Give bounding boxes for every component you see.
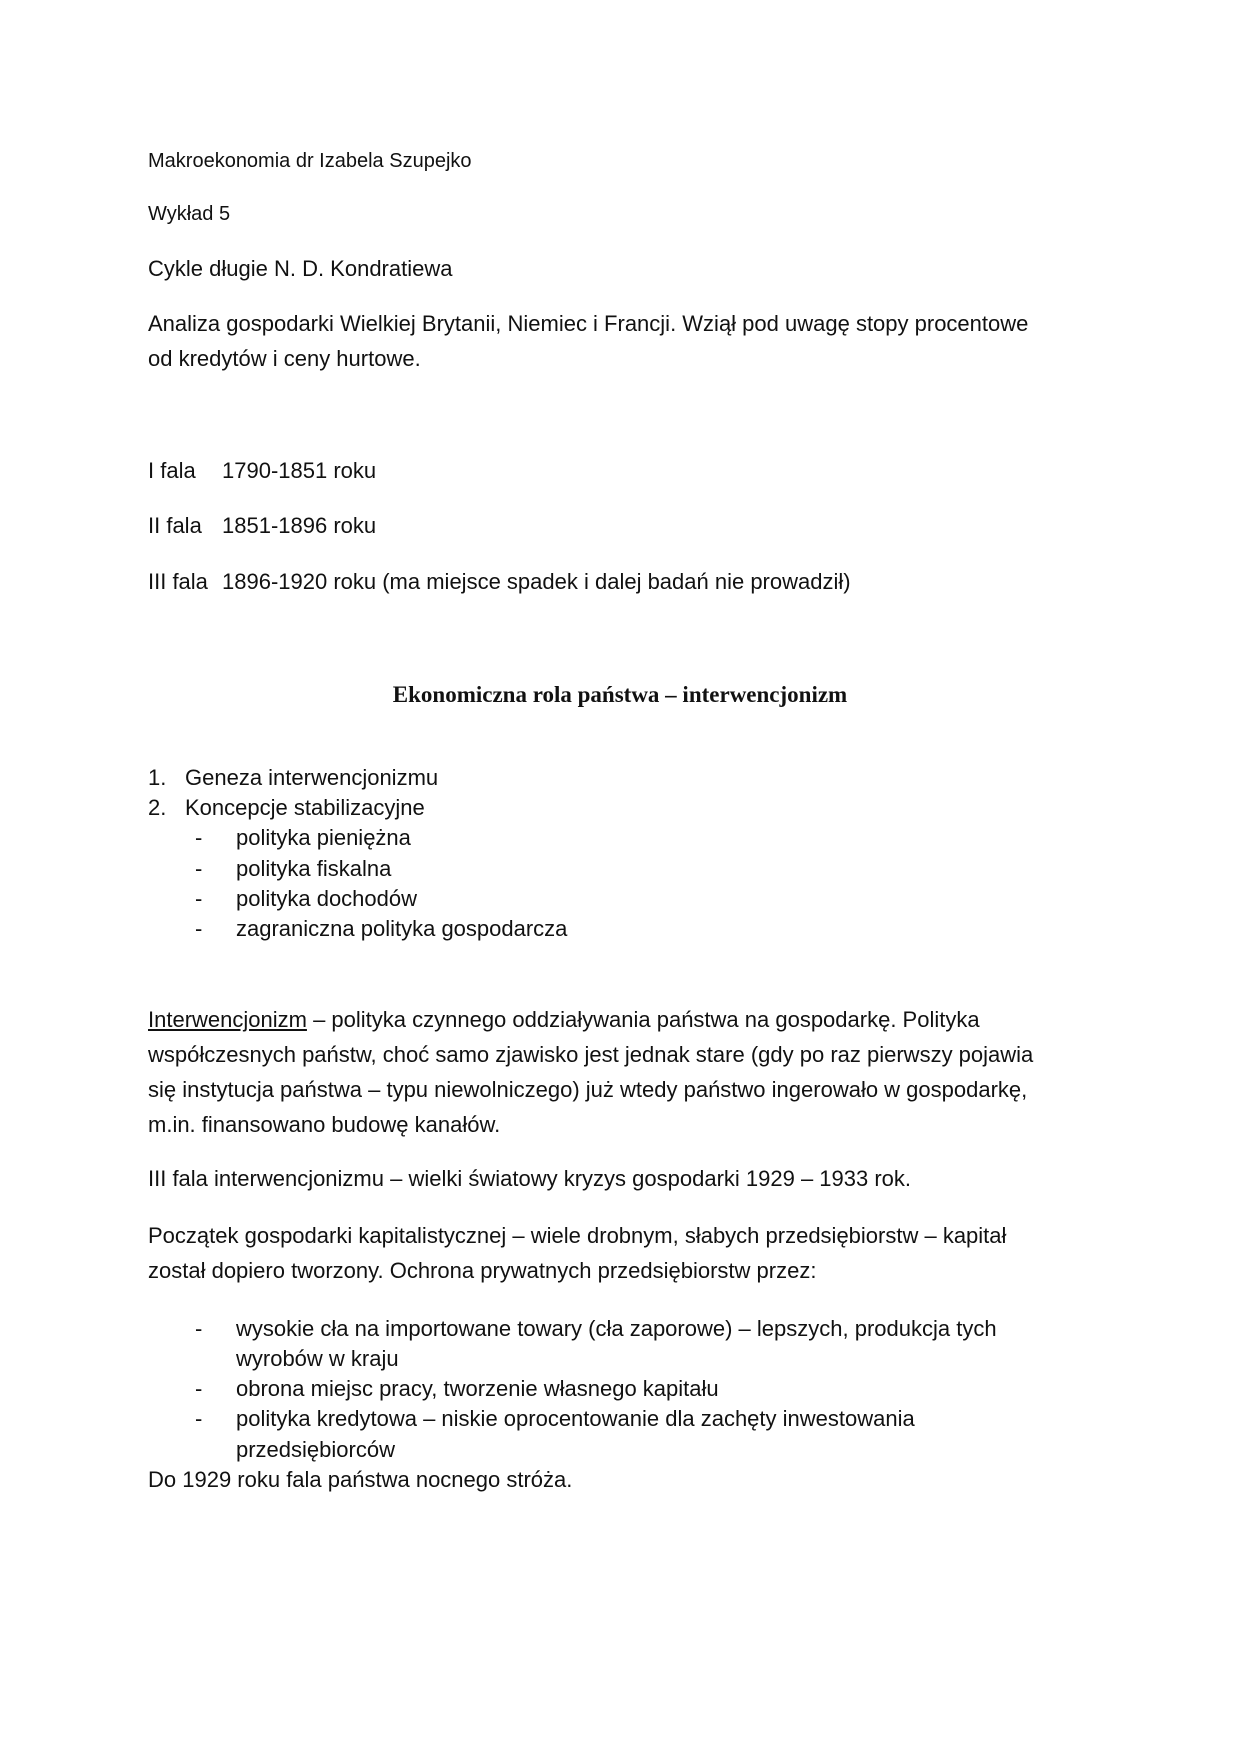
protection-item-2: obrona miejsc pracy, tworzenie własnego kapitału bbox=[236, 1376, 719, 1401]
analysis-line-1: Analiza gospodarki Wielkiej Brytanii, Niemiec i Francji. Wziął pod uwagę stopy procentowe bbox=[148, 311, 1029, 336]
concept-item: zagraniczna polityka gospodarcza bbox=[236, 916, 568, 941]
numbered-item-2 bbox=[148, 797, 425, 819]
item-number: 2. bbox=[148, 795, 167, 820]
closing-line: Do 1929 roku fala państwa nocnego stróża. bbox=[148, 1467, 573, 1492]
bullet-dash: - bbox=[195, 886, 203, 911]
third-wave-note: III fala interwencjonizmu – wielki światowy kryzys gospodarki 1929 – 1933 rok. bbox=[148, 1166, 912, 1191]
concept-item: polityka pieniężna bbox=[236, 825, 411, 850]
definition-line-3: się instytucja państwa – typu niewolniczego) już wtedy państwo ingerowało w gospodarkę, bbox=[148, 1077, 1028, 1102]
definition-text: – polityka czynnego oddziaływania państwa na gospodarkę. Polityka bbox=[306, 1007, 980, 1032]
capitalism-line-1: Początek gospodarki kapitalistycznej – wiele drobnym, słabych przedsiębiorstw – kapitał bbox=[148, 1223, 1007, 1248]
wave-name: II fala bbox=[148, 513, 202, 538]
protection-item-3-line-1: polityka kredytowa – niskie oprocentowanie dla zachęty inwestowania bbox=[236, 1406, 915, 1431]
section-heading: Ekonomiczna rola państwa – interwencjonizm bbox=[392, 682, 848, 707]
wave-1 bbox=[148, 460, 376, 482]
course-title: Makroekonomia dr Izabela Szupejko bbox=[148, 150, 472, 172]
lecture-number: Wykład 5 bbox=[148, 203, 231, 225]
wave-period: 1896-1920 roku (ma miejsce spadek i dalej badań nie prowadził) bbox=[222, 569, 851, 594]
wave-name: I fala bbox=[148, 458, 196, 483]
bullet-dash: - bbox=[195, 825, 203, 850]
bullet-dash: - bbox=[195, 1406, 203, 1431]
wave-period: 1790-1851 roku bbox=[222, 458, 377, 483]
capitalism-line-2: został dopiero tworzony. Ochrona prywatnych przedsiębiorstw przez: bbox=[148, 1258, 817, 1283]
protection-item-3-line-2: przedsiębiorców bbox=[236, 1437, 395, 1462]
item-text: Geneza interwencjonizmu bbox=[185, 765, 439, 790]
concept-item: polityka dochodów bbox=[236, 886, 418, 911]
definition-line-4: m.in. finansowano budowę kanałów. bbox=[148, 1112, 501, 1137]
numbered-item-1 bbox=[148, 767, 438, 789]
item-number: 1. bbox=[148, 765, 167, 790]
item-text: Koncepcje stabilizacyjne bbox=[185, 795, 425, 820]
bullet-dash: - bbox=[195, 1376, 203, 1401]
wave-2 bbox=[148, 515, 376, 537]
concept-item: polityka fiskalna bbox=[236, 856, 392, 881]
wave-3 bbox=[148, 571, 851, 593]
definition-line-1 bbox=[148, 1009, 980, 1031]
wave-name: III fala bbox=[148, 569, 208, 594]
protection-item-1-line-2: wyrobów w kraju bbox=[236, 1346, 399, 1371]
protection-item-1-line-1: wysokie cła na importowane towary (cła zaporowe) – lepszych, produkcja tych bbox=[236, 1316, 997, 1341]
bullet-dash: - bbox=[195, 856, 203, 881]
kondratiev-title: Cykle długie N. D. Kondratiewa bbox=[148, 256, 453, 281]
defined-term: Interwencjonizm bbox=[148, 1007, 307, 1032]
analysis-line-2: od kredytów i ceny hurtowe. bbox=[148, 346, 421, 371]
definition-line-2: współczesnych państw, choć samo zjawisko jest jednak stare (gdy po raz pierwszy pojawia bbox=[148, 1042, 1034, 1067]
bullet-dash: - bbox=[195, 1316, 203, 1341]
wave-period: 1851-1896 roku bbox=[222, 513, 377, 538]
bullet-dash: - bbox=[195, 916, 203, 941]
